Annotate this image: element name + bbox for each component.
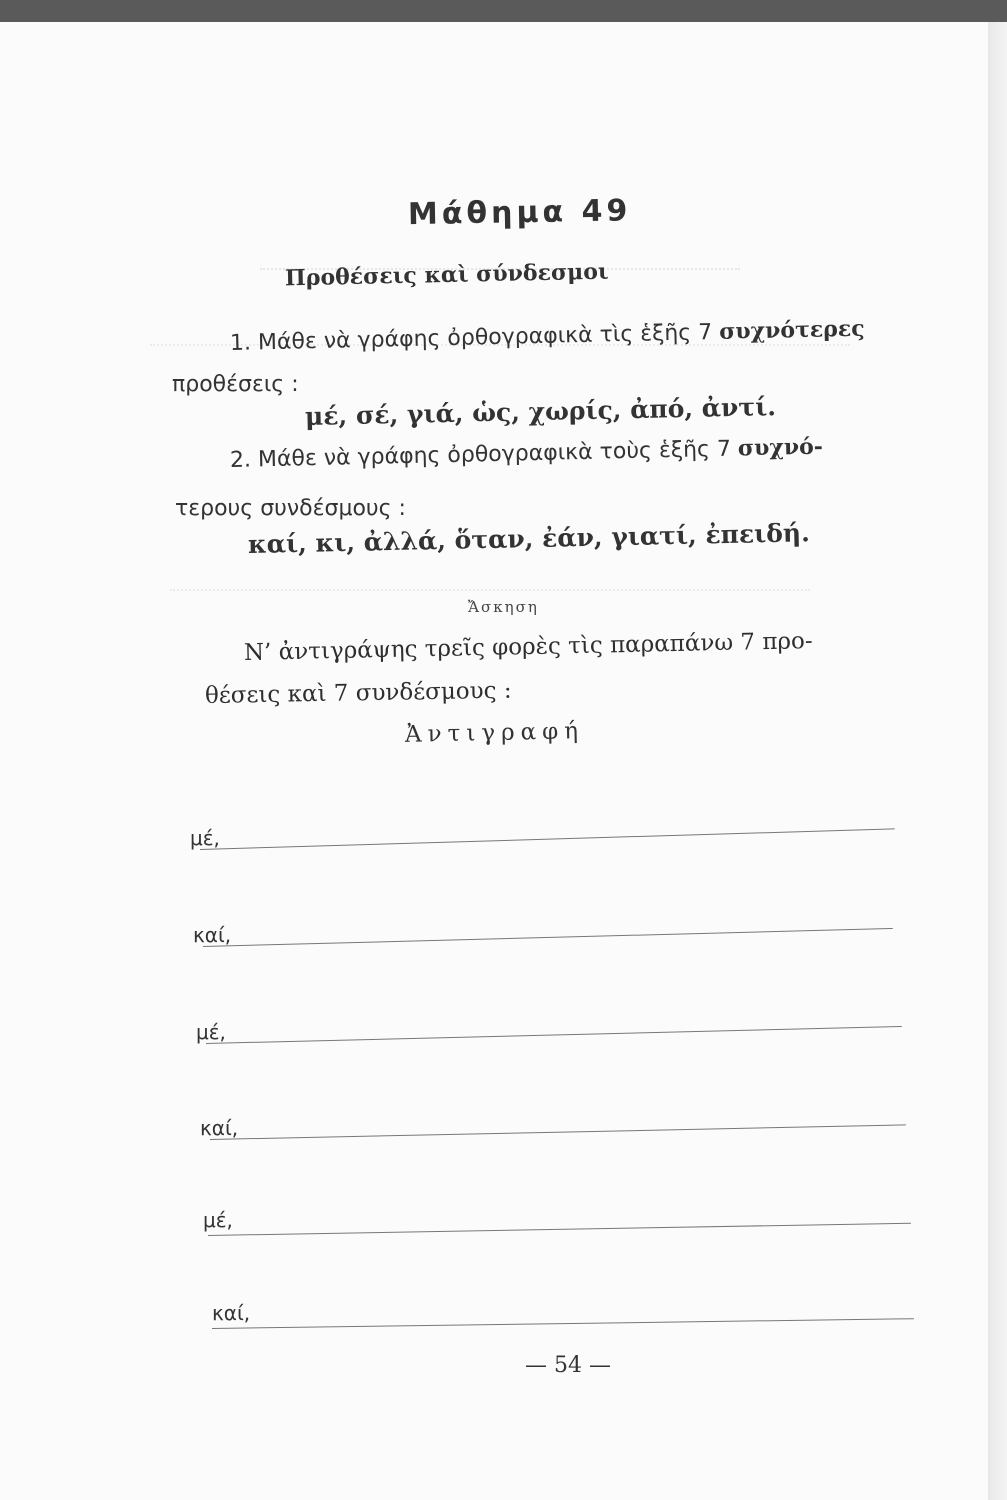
copy-line-6-label: καί, xyxy=(212,1301,251,1325)
exercise-heading: Ἄσκηση xyxy=(468,598,539,616)
exercise-instruction-line1: Ν’ ἀντιγράψης τρεῖς φορὲς τὶς παραπάνω 7 προ- xyxy=(243,628,813,666)
writing-rule xyxy=(203,928,893,947)
rule1-line1-text: 1. Μάθε νὰ γράφης ὀρθογραφικὰ τὶς ἑξῆς 7 xyxy=(229,319,720,356)
copy-heading: Ἀντιγραφή xyxy=(404,718,585,748)
copy-line-1-label: μέ, xyxy=(190,826,220,850)
copy-line-4[interactable] xyxy=(200,1110,906,1150)
copy-line-6[interactable] xyxy=(212,1295,914,1335)
copy-line-2[interactable] xyxy=(193,915,893,957)
copy-line-3-label: μέ, xyxy=(196,1020,226,1044)
writing-rule xyxy=(200,828,895,850)
rule2-line2: τερους συνδέσμους : xyxy=(175,496,406,521)
copy-line-2-label: καί, xyxy=(193,923,232,947)
rule1-prepositions: μέ, σέ, γιά, ὡς, χωρίς, ἀπό, ἀντί. xyxy=(304,392,777,431)
rule2-line1-bold: συχνό- xyxy=(737,433,824,462)
workbook-page xyxy=(0,22,990,1500)
bleed-through-texture xyxy=(170,575,810,591)
copy-line-5-label: μέ, xyxy=(203,1208,233,1232)
page-edge xyxy=(988,22,1007,1500)
writing-rule xyxy=(208,1223,911,1236)
page-number: — 54 — xyxy=(525,1353,611,1378)
writing-rule xyxy=(206,1026,902,1044)
copy-line-3[interactable] xyxy=(196,1014,902,1054)
writing-rule xyxy=(212,1318,914,1329)
copy-line-1[interactable] xyxy=(190,820,895,856)
copy-line-4-label: καί, xyxy=(200,1116,239,1140)
scan-top-band xyxy=(0,0,1007,24)
copy-line-5[interactable] xyxy=(203,1202,911,1242)
lesson-title: Μάθημα 49 xyxy=(407,193,632,233)
rule1-line2: προθέσεις : xyxy=(172,372,299,397)
rule2-line1-text: 2. Μάθε νὰ γράφης ὀρθογραφικὰ τοὺς ἑξῆς 7 xyxy=(229,436,739,473)
rule1-line1-bold: συχνότερες xyxy=(718,315,865,345)
exercise-instruction-line2: θέσεις καὶ 7 συνδέσμους : xyxy=(204,677,512,709)
lesson-subtitle: Προθέσεις καὶ σύνδεσμοι xyxy=(284,258,609,292)
writing-rule xyxy=(210,1124,906,1140)
rule2-conjunctions: καί, κι, ἀλλά, ὅταν, ἐάν, γιατί, ἐπειδή. xyxy=(247,518,811,559)
